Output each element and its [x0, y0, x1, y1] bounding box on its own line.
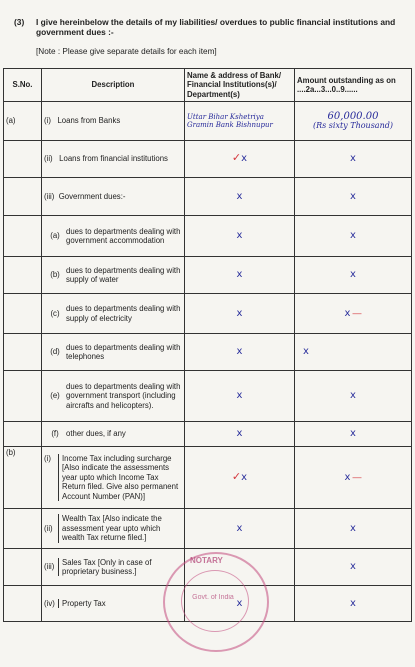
cross-mark-cell — [295, 334, 412, 371]
row-description — [42, 422, 185, 447]
row-sno — [4, 549, 42, 586]
cross-mark-cell — [295, 371, 412, 422]
cross-mark: x — [350, 597, 356, 609]
row-sub-letter: (b) — [50, 270, 60, 280]
cross-mark: x — [241, 471, 248, 483]
cross-mark: x — [236, 230, 243, 242]
table-row — [4, 294, 412, 334]
row-description — [42, 334, 185, 371]
cross-mark-cell — [185, 294, 295, 334]
cross-mark: x — [344, 307, 351, 319]
row-sno: (b) — [4, 447, 42, 509]
row-text: dues to departments dealing with supply of electricity — [66, 304, 181, 323]
cross-mark-cell — [185, 509, 295, 549]
col-header-amount: Amount outstanding as on ....2a...3...0..9...... — [295, 69, 412, 102]
cross-mark-cell — [185, 178, 295, 216]
table-row — [4, 509, 412, 549]
cross-mark: x — [241, 153, 248, 165]
liabilities-table — [3, 68, 412, 622]
col-header-sno: S.No. — [4, 69, 42, 102]
cross-mark-cell — [295, 586, 412, 622]
notary-stamp-inner — [181, 570, 249, 632]
row-sno — [4, 257, 42, 294]
cross-mark: x — [236, 597, 243, 609]
tick-mark: ✓ — [231, 152, 242, 165]
section-note: [Note : Please give separate details for each item] — [36, 47, 217, 56]
row-sub-number: (i) — [44, 116, 51, 126]
cross-mark: x — [350, 522, 356, 534]
row-sub-letter: (e) — [50, 391, 60, 401]
cross-mark: x — [236, 190, 243, 202]
row-sub-number: (ii) — [44, 154, 53, 164]
row-sno — [4, 178, 42, 216]
row-sub-number: (iv) — [44, 598, 55, 608]
cross-mark: x — [350, 269, 356, 281]
cross-mark: x — [236, 346, 243, 358]
handwritten-bank-name: Uttar Bihar Kshetriya Gramin Bank Bishnupur — [185, 102, 295, 141]
cross-mark: x — [344, 471, 351, 483]
row-description — [42, 178, 185, 216]
cross-mark-cell — [185, 216, 295, 257]
row-text: Government dues:- — [58, 191, 126, 201]
cross-mark-cell — [295, 141, 412, 178]
cross-mark: x — [303, 346, 309, 358]
cross-mark-cell — [185, 141, 295, 178]
table-row — [4, 216, 412, 257]
row-text: Wealth Tax [Also indicate the assessment year upto which wealth Tax returne filed.] — [58, 514, 182, 542]
row-text: Loans from financial institutions — [59, 154, 168, 164]
row-text: Sales Tax [Only in case of proprietary business.] — [58, 558, 182, 577]
amount-figure: 60,000.00 — [327, 110, 379, 122]
cross-mark-cell: x — — [295, 294, 412, 334]
cross-mark: x — [350, 561, 356, 573]
row-text: dues to departments dealing with government accommodation — [66, 226, 181, 245]
stamp-top-text: NOTARY — [190, 556, 223, 565]
table-row — [4, 178, 412, 216]
row-sno — [4, 334, 42, 371]
row-sub-number: (iii) — [44, 191, 55, 201]
cross-mark: x — [350, 153, 356, 165]
cross-mark-cell — [295, 509, 412, 549]
cross-mark-cell — [185, 334, 295, 371]
section-number: (3) — [14, 17, 25, 27]
table-row — [4, 447, 412, 509]
table-row — [4, 422, 412, 447]
row-sub-letter: (f) — [51, 429, 59, 439]
row-sub-number: (iii) — [44, 562, 55, 572]
row-description — [42, 216, 185, 257]
row-text: Loans from Banks — [57, 116, 121, 126]
cross-mark-cell — [295, 549, 412, 586]
row-sno — [4, 586, 42, 622]
cross-mark-cell — [295, 257, 412, 294]
col-header-description: Description — [42, 69, 185, 102]
row-text: Property Tax — [58, 599, 182, 608]
row-description — [42, 141, 185, 178]
row-text: dues to departments dealing with telephones — [66, 342, 181, 361]
row-sno — [4, 141, 42, 178]
table-row — [4, 102, 412, 141]
table-header-row — [4, 69, 412, 102]
row-sno — [4, 371, 42, 422]
row-text: dues to departments dealing with supply of water — [66, 265, 181, 284]
cross-mark-cell — [185, 447, 295, 509]
cross-mark-cell — [295, 178, 412, 216]
row-description — [42, 102, 185, 141]
row-sno — [4, 422, 42, 447]
cross-mark-cell — [295, 216, 412, 257]
row-description — [42, 447, 185, 509]
cross-mark: x — [350, 428, 356, 440]
table-row — [4, 334, 412, 371]
cross-mark: x — [236, 428, 243, 440]
row-sub-letter: (c) — [50, 308, 60, 318]
cross-mark-cell: x — — [295, 447, 412, 509]
row-sub-letter: (d) — [50, 347, 60, 357]
amount-words: (Rs sixty Thousand) — [313, 121, 393, 130]
cross-mark: x — [350, 230, 356, 242]
cross-mark: x — [350, 390, 356, 402]
row-sub-number: (i) — [44, 453, 51, 463]
row-text: other dues, if any — [66, 429, 126, 439]
cross-mark: x — [350, 190, 356, 202]
row-description — [42, 549, 185, 586]
cross-mark-cell — [185, 371, 295, 422]
cross-mark: x — [236, 390, 243, 402]
table-row — [4, 257, 412, 294]
row-description — [42, 294, 185, 334]
cross-mark-cell — [185, 422, 295, 447]
cross-mark: x — [236, 307, 243, 319]
row-text: dues to departments dealing with government transport (including aircrafts and helicopters). — [66, 381, 181, 410]
row-sno: (a) — [4, 102, 42, 141]
col-header-bank: Name & address of Bank/ Financial Institutions(s)/ Department(s) — [185, 69, 295, 102]
row-sub-letter: (a) — [50, 231, 60, 241]
row-sub-number: (ii) — [44, 523, 53, 533]
row-description — [42, 257, 185, 294]
cross-mark: x — [236, 269, 243, 281]
cross-mark-cell — [185, 257, 295, 294]
table-row — [4, 141, 412, 178]
section-intro: I give hereinbelow the details of my liabilities/ overdues to public financial institutions and government dues :- — [36, 17, 396, 37]
row-sno — [4, 216, 42, 257]
cross-mark: x — [236, 522, 243, 534]
handwritten-amount — [295, 102, 412, 141]
row-text: Income Tax including surcharge [Also indicate the assessments year upto which Income Tax Return filed. Give also permanent Account Number (PAN)] — [58, 454, 182, 501]
stamp-middle-text: Govt. of India — [192, 594, 234, 601]
row-sno — [4, 509, 42, 549]
row-sno — [4, 294, 42, 334]
row-description — [42, 509, 185, 549]
table-row — [4, 371, 412, 422]
row-description — [42, 371, 185, 422]
tick-mark: ✓ — [231, 470, 242, 483]
cross-mark-cell — [295, 422, 412, 447]
